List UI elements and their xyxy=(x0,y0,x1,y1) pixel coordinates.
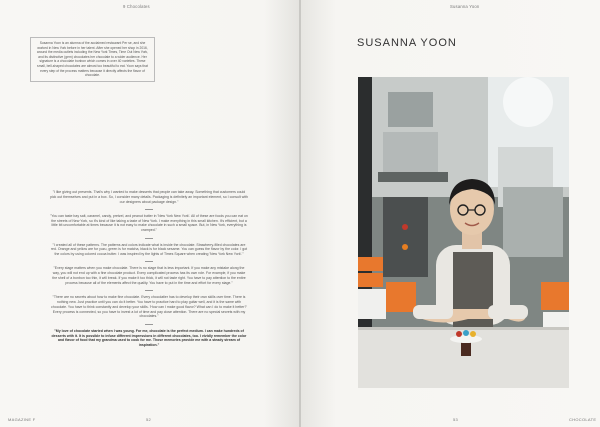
left-running-head: 9 Chocolates xyxy=(123,4,150,9)
right-running-head: Susanna Yoon xyxy=(450,4,480,9)
article-body xyxy=(50,190,248,348)
gutter xyxy=(299,0,301,427)
paragraph: "I like giving out presents. That's why I wanted to make desserts that people can take away. Something that customers could pick out themselves and put in a box. So, I consider many details. Packaging is definitely an important element, so I consult with our designers about package design." xyxy=(50,190,248,204)
paragraph: "I created all of these patterns. The patterns and colors indicate what is inside the chocolate. Strawberry-filled chocolates are red. Orange and yellow are for yuzu, green is for matcha, black is for black sesame. You can guess the flavor by the color. I got the colors by using colored cocoa butter. I was inspired by the lights of Times Square when creating 'New York New York'." xyxy=(50,242,248,257)
divider xyxy=(145,261,153,262)
right-folio-label: CHOCOLATE xyxy=(569,417,597,422)
divider xyxy=(145,324,153,325)
right-page-number: 53 xyxy=(453,417,459,422)
portrait-photo xyxy=(358,77,569,388)
left-page-number: 52 xyxy=(146,417,152,422)
divider xyxy=(145,290,153,291)
left-folio-label: MAGAZINE F xyxy=(8,417,36,422)
divider xyxy=(145,238,153,239)
page-title: SUSANNA YOON xyxy=(357,37,457,49)
paragraph: "You can taste bay salt, caramel, candy, pretzel, and peanut butter in 'New York New York'. All of these are foods you can eat on the streets of New York, so it's kind of like taking a taste of New York. I make everything in this small kitchen. It's efficient, but a little bit uncomfortable at times because it is not easy to make chocolate in such a small space. But, in New York, everything is cramped." xyxy=(50,213,248,233)
closing-quote: "My love of chocolate started when I was young. For me, chocolate is the perfect medium. I can make hundreds of desserts with it. It is possible to infuse different impressions in different chocolates, too. I vividly remember the color and flavor of food that my grandma used to cook for me. Those memories provide me with a steady stream of inspiration." xyxy=(51,328,247,348)
paragraph: "There are no secrets about how to make fine chocolate. Every chocolatier has to develop their own skills over time. There is nothing new. Just practice until you can do it better. You have to practice hard to play guitar well, and it is the same with chocolate. You have to think constantly and develop your skills. 'How can I make good flavor? What can I do to make it better?' Every process is connected, so you have to invest a lot of time and pay close attention. There are no special secrets with my chocolates." xyxy=(51,295,247,319)
divider xyxy=(145,209,153,210)
portrait-illustration xyxy=(358,77,569,388)
paragraph: "Every stage matters when you make chocolate. There is no stage that is less important. If you make any mistake along the way, you will not end up with a fine chocolate product. Every complicated process has its own role. For example, if you make the shell of a bonbon too thin, it will break. If you make it too thick, it will not taste right. You have to pay attention to the entire process because all of the elements affect the quality. You have to put in the time and effort for every stage." xyxy=(52,266,246,285)
intro-box: Susanna Yoon is an alumna of the acclaimed restaurant Per se, and she worked in New York before in her talent. After she opened her shop in 2016, around the media outlets including the New York Times, Time Out New York, and its distinctive (gem) chocolates her chocolate to a wider audience. Her signature is a chocolate bonbon which comes in over 40 varieties. These small, bell-shaped chocolates are almost too beautiful to eat. Yoon says that every step of the process matters because it directly affects the flavor of chocolate. xyxy=(30,37,155,82)
